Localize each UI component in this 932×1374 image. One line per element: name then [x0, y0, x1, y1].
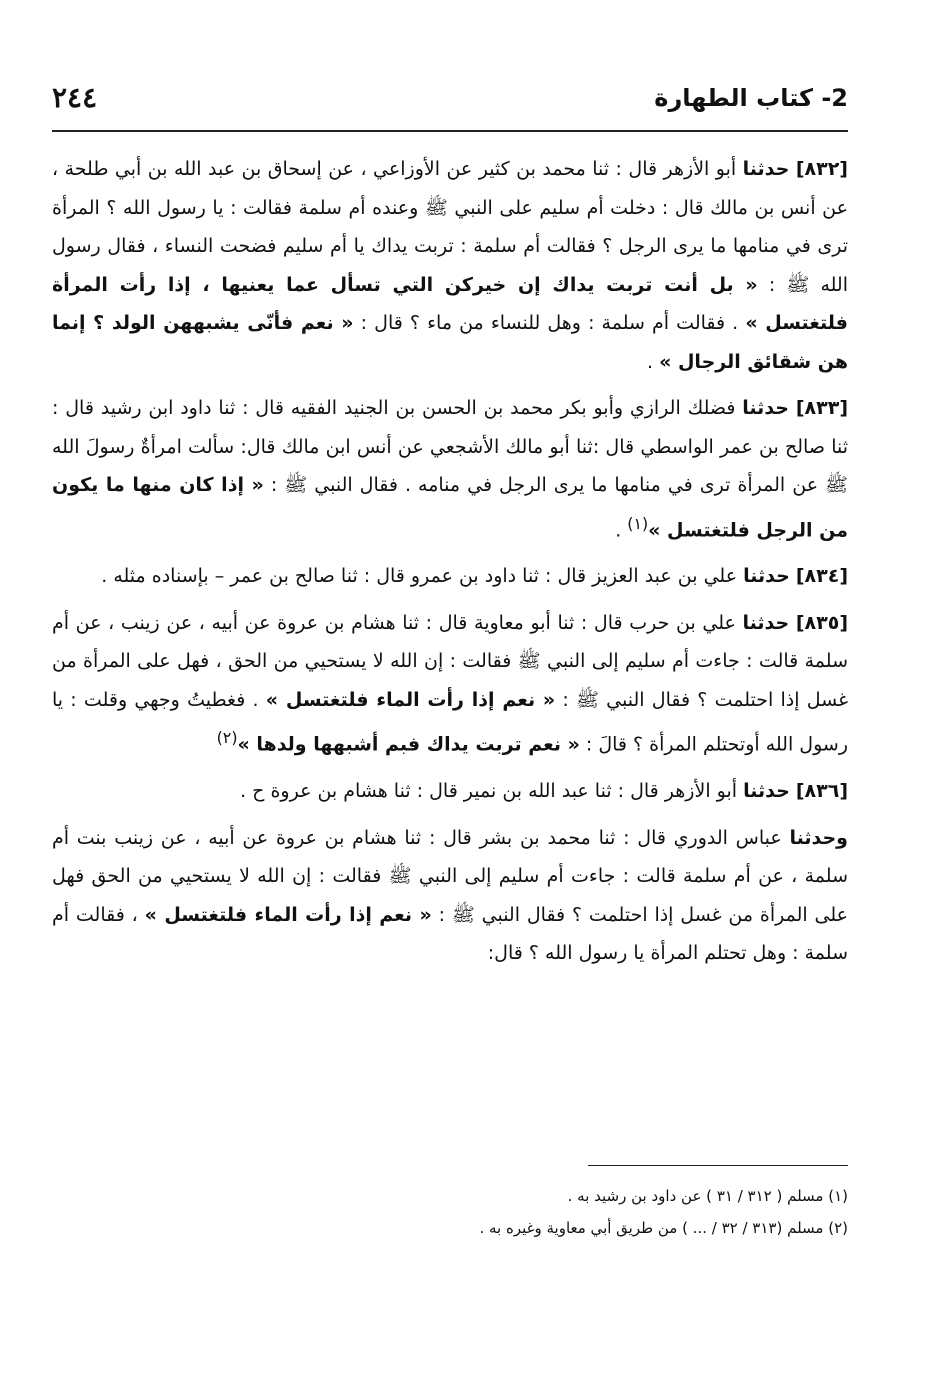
chapter-title: 2- كتاب الطهارة	[654, 84, 848, 112]
hadith-text: عباس الدوري قال : ثنا محمد بن بشر قال : ثنا هشام بن عروة عن أبيه ، عن زينب بنت أم سلمة ، عن أم سلمة قالت : جاءت أم سليم إلى النبي ﷺ فقالت : إن الله لا يستحيي من الحق فهل على المرأة من غسل إذا احتلمت ؟ فقال النبي ﷺ :	[52, 826, 848, 926]
page-header	[52, 78, 848, 118]
narration-lead: حدثنا	[743, 565, 790, 588]
footnote-1: (١) مسلم ( ٣١٢ / ٣١ ) عن داود بن رشيد به .	[567, 1187, 848, 1205]
narration-lead: وحدثنا	[789, 826, 848, 849]
prophetic-quote: « نعم إذا رأت الماء فلتغتسل »	[144, 903, 432, 926]
hadith-text: فضلك الرازي وأبو بكر محمد بن الحسن بن الجنيد الفقيه قال : ثنا داود ابن رشيد قال : ثنا صالح بن عمر الواسطي قال :ثنا أبو مالك الأشجعي عن أنس ابن مالك قال: سألت امرأةٌ رسولَ الله ﷺ عن المرأة ترى في منامها ما يرى الرجل في منامه . فقال النبي ﷺ :	[52, 397, 849, 496]
hadith-number: [٨٣٥]	[795, 611, 848, 634]
footnote-ref: (٢)	[216, 728, 238, 748]
hadith-number: [٨٣٦]	[795, 780, 848, 803]
hadith-text: علي بن عبد العزيز قال : ثنا داود بن عمرو قال : ثنا صالح بن عمر – بإسناده مثله .	[101, 565, 738, 588]
prophetic-quote: « بل أنت تربت يداك إن خيركن التي تسأل عما يعنيها ، إذا رأت المرأة فلتغتسل »	[52, 273, 848, 334]
hadith-833	[52, 389, 848, 549]
hadith-text: علي بن حرب قال : ثنا أبو معاوية قال : ثنا هشام بن عروة عن أبيه ، عن زينب ، عن أم سلمة قالت : جاءت أم سليم إلى النبي ﷺ فقالت : إن الله لا يستحيي من الحق ، فهل على المرأة من غسل إذا احتلمت ؟ فقال النبي ﷺ :	[52, 611, 849, 711]
narration-lead: حدثنا	[742, 158, 790, 180]
hadith-text: أبو الأزهر قال : ثنا محمد بن كثير عن الأوزاعي ، عن إسحاق بن عبد الله بن أبي طلحة ، عن أنس بن مالك قال : دخلت أم سليم على النبي ﷺ وعنده أم سلمة فقالت : يا رسول الله ؟ المرأة ترى في منامها ما يرى الرجل ؟ فقالت أم سلمة : تربت يداك يا أم سليم فضحت النساء ، فقال رسول الله ﷺ :	[52, 158, 848, 296]
hadith-834	[52, 557, 848, 596]
narration-lead: حدثنا	[742, 397, 789, 419]
page-number: ٢٤٤	[52, 81, 98, 114]
header-rule	[52, 130, 848, 132]
footnote-ref: (١)	[627, 513, 649, 533]
hadith-832	[52, 150, 848, 381]
main-text	[52, 150, 848, 981]
hadith-836-second-chain	[52, 819, 848, 973]
prophetic-quote: « نعم إذا رأت الماء فلتغتسل »	[265, 688, 556, 711]
footnotes	[52, 1180, 848, 1244]
hadith-number: [٨٣٢]	[795, 158, 848, 180]
footnote-2: (٢) مسلم (٣١٣ / ٣٢ / ... ) من طريق أبي معاوية وغيره به .	[479, 1219, 848, 1237]
prophetic-quote-2: « نعم تربت يداك فبم أشبهها ولدها »	[237, 733, 580, 756]
hadith-number: [٨٣٣]	[795, 397, 849, 419]
hadith-number: [٨٣٤]	[795, 565, 848, 588]
footnote-rule	[588, 1165, 848, 1166]
sentence-end: .	[615, 518, 622, 541]
hadith-text-continued: . فغطيتُ وجهي وقلت : يا رسول الله أوتحتلم المرأة ؟ قالَ :	[52, 688, 848, 756]
narration-lead: حدثنا	[743, 780, 790, 803]
hadith-text-continued: ، فقالت أم سلمة : وهل تحتلم المرأة يا رسول الله ؟ قال:	[52, 903, 848, 965]
narration-lead: حدثنا	[742, 611, 790, 634]
hadith-text-continued: . فقالت أم سلمة : وهل للنساء من ماء ؟ قال :	[360, 312, 739, 334]
hadith-836	[52, 772, 848, 811]
sentence-end: .	[646, 350, 654, 373]
prophetic-quote-2: « نعم فأنّى يشبههن الولد ؟ إنما هن شقائق الرجال »	[52, 312, 848, 373]
hadith-text: أبو الأزهر قال : ثنا عبد الله بن نمير قال : ثنا هشام بن عروة ح .	[240, 780, 738, 803]
prophetic-quote: « إذا كان منها ما يكون من الرجل فلتغتسل »	[52, 474, 848, 541]
hadith-835	[52, 604, 848, 764]
